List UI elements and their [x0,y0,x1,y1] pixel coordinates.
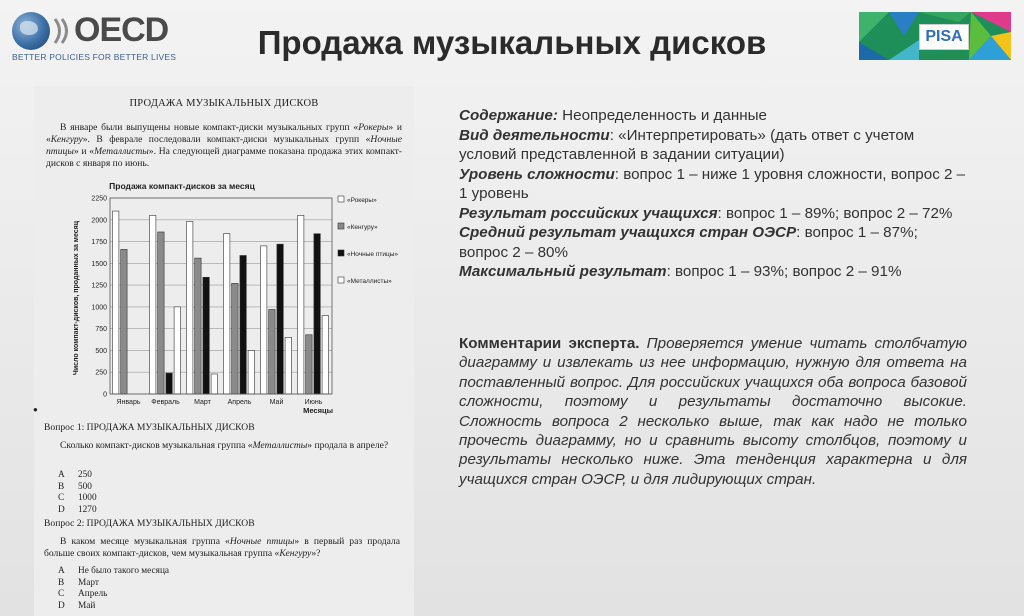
question-1-title: Вопрос 1: ПРОДАЖА МУЗЫКАЛЬНЫХ ДИСКОВ [44,422,255,433]
info-value: Неопределенность и данные [557,107,767,124]
scan-intro [46,122,402,170]
info-russian-result [459,204,969,224]
chart-y-axis-label: Число компакт-дисков, проданных за месяц [73,220,80,376]
legend-swatch [338,196,344,202]
info-activity [459,126,969,165]
q2-text-part: » в первый раз продала больше своих компакт-дисков, чем музыкальная группа « [44,536,400,559]
q2-text-part: В каком месяце музыкальная группа « [60,536,230,547]
y-tick-label: 2250 [91,195,107,203]
info-value: : вопрос 1 – 93%; вопрос 2 – 91% [666,263,902,280]
question-2-text [44,536,400,560]
x-tick-label: Январь [116,399,141,406]
q2-group-name: Ночные птицы [229,536,295,547]
group-name-night-birds: Ночные птицы [46,134,402,157]
comment-text: Проверяется умение читать столбчатую диаграмму и извлекать из нее информацию, нужную для ответа на поставленный вопрос. Для российских учащихся оба вопроса базовой сложности, поэтому и результаты достаточно высокие. Сложность вопроса 2 несколько выше, так как надо не только прочесть диаграмму, но и сравнить высоту столбцов, поэтому и результаты несколько ниже. Эта тенденция характерна и для учащихся стран ОЭСР, и для лидирующих стран. [459,335,967,488]
y-tick-label: 1250 [91,282,107,290]
intro-part: В январе были выпущены новые компакт-диски музыкальных групп « [60,122,359,133]
legend-swatch [338,277,344,283]
x-tick-label: Февраль [151,399,180,406]
bar [113,211,119,394]
bar [248,350,254,394]
y-tick-label: 1000 [91,304,107,312]
bar [322,316,328,394]
bar [298,215,304,394]
y-tick-label: 0 [103,391,107,399]
group-name-rockers: Рокеры [358,122,389,133]
option [58,578,169,590]
q2-group-name: Кенгуру [279,548,312,559]
bar [211,374,217,394]
option-text: 500 [78,481,92,492]
y-tick-label: 750 [95,326,107,334]
x-tick-label: Май [269,399,284,406]
option [58,482,97,494]
chart-svg [70,182,410,418]
intro-part: ». На следующей диаграмме показана продажа этих компакт-дисков с января по июнь. [46,146,402,169]
y-tick-label: 1750 [91,239,107,247]
y-tick-label: 2000 [91,217,107,225]
option-text: Апрель [78,589,108,599]
group-name-kangaroo: Кенгуру [50,134,83,145]
info-label: Содержание: [459,107,558,124]
info-value: : вопрос 1 – ниже 1 уровня сложности, вопрос 2 – 1 уровень [459,165,966,202]
legend-swatch [338,223,344,229]
option-letter: B [58,577,65,588]
option-letter: D [58,600,65,611]
task-info-panel [459,106,969,282]
chart-x-axis-label: Месяцы [303,406,333,415]
option [58,505,97,517]
oecd-tagline: BETTER POLICIES FOR BETTER LIVES [12,52,177,62]
info-label: Средний результат учащихся стран ОЭСР [459,224,797,241]
option-text: Не было такого месяца [78,566,170,576]
oecd-wordmark: OECD [74,11,169,49]
slide-title: Продажа музыкальных дисков [257,24,767,61]
y-tick-label: 500 [95,347,107,355]
chart-legend [338,196,398,285]
info-label: Максимальный результат [459,263,667,280]
question-1-options [58,470,97,516]
bar [261,246,267,394]
option-letter: A [58,470,65,480]
bar [203,277,209,394]
bar [269,310,275,394]
question-2-options [58,566,169,612]
option [58,589,169,601]
bar [224,234,230,394]
info-value: : «Интерпретировать» (дать ответ с учетом условий представленной в задании ситуации) [459,126,915,163]
scanned-task-page [34,86,414,616]
pisa-logo [859,12,1011,60]
option-text: Март [78,577,99,588]
option [58,566,169,578]
legend-label: «Металлисты» [347,278,392,285]
option-letter: A [58,566,65,576]
info-value: : вопрос 1 – 89%; вопрос 2 – 72% [717,204,953,222]
bar [232,283,238,394]
legend-swatch [338,250,344,256]
info-label: Результат российских учащихся [459,204,718,222]
legend-label: «Ночные птицы» [347,251,398,258]
chart-title: Продажа компакт-дисков за месяц [109,182,255,191]
x-tick-label: Июнь [304,399,323,406]
bar [195,258,201,394]
q1-text-part: » продала в апреле? [307,440,389,451]
option-letter: D [58,504,65,515]
info-label: Уровень сложности [459,165,615,183]
bar-chart [70,182,410,418]
bar [314,234,320,394]
option-text: 1000 [78,493,97,503]
intro-part: ». В феврале последовали компакт-диски музыкальных групп « [82,134,371,145]
bar [306,335,312,394]
option-letter: C [58,589,65,599]
bar [121,249,127,394]
info-max-result [459,262,969,282]
bar [174,307,180,394]
info-oecd-result [459,223,969,262]
info-difficulty [459,165,969,204]
group-name-metallists: Металлисты [94,146,149,157]
scan-title: ПРОДАЖА МУЗЫКАЛЬНЫХ ДИСКОВ [129,98,319,109]
bar [277,244,283,394]
option [58,470,97,482]
x-tick-label: Апрель [227,399,252,406]
option [58,601,169,613]
bar [166,373,172,394]
info-value: : вопрос 1 – 87%; вопрос 2 – 80% [459,224,918,261]
bar [240,255,246,394]
q1-text-part: Сколько компакт-дисков музыкальная группа « [60,440,253,451]
q1-group-name: Металлисты [252,440,308,451]
option-text: Май [78,600,96,611]
option-text: 1270 [78,504,97,515]
option [58,493,97,505]
info-content [459,106,969,126]
bar [158,232,164,394]
x-tick-label: Март [194,399,211,406]
y-tick-label: 250 [95,369,107,377]
bar [187,222,193,394]
bullet-dot: ● [33,405,38,414]
option-text: 250 [78,470,92,480]
chart-bars [113,211,329,394]
comment-label: Комментарии эксперта. [459,335,640,352]
option-letter: C [58,493,65,503]
pisa-wordmark: PISA [919,24,969,50]
option-letter: B [58,481,65,492]
question-1-text [44,440,400,452]
expert-comment [459,334,967,489]
bar [150,215,156,394]
y-tick-label: 1500 [91,260,107,268]
intro-part: » и « [73,146,95,157]
q2-text-part: »? [311,548,321,559]
legend-label: «Кенгуру» [347,224,378,231]
legend-label: «Рокеры» [347,197,377,204]
intro-part: » и « [46,122,402,145]
question-2-title: Вопрос 2: ПРОДАЖА МУЗЫКАЛЬНЫХ ДИСКОВ [44,518,255,529]
info-label: Вид деятельности [459,126,610,144]
bar [285,337,291,394]
